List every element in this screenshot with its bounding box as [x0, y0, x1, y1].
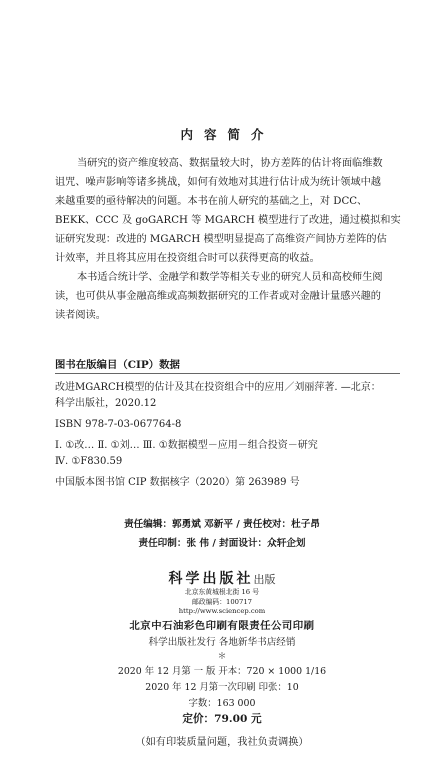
cip-block: [55, 380, 400, 491]
summary-line: 诅咒、噪声影响等诸多挑战，如何有效地对其进行估计成为统计领域中越: [55, 177, 381, 188]
cip-line: Ⅰ. ①改… Ⅱ. ①刘… Ⅲ. ①数据模型－应用－组合投资－研究: [55, 440, 318, 451]
summary-title: 内容简介: [180, 127, 275, 142]
edition-line-2: 2020 年 12 月第一次印刷 印张：10: [145, 682, 299, 693]
summary-line: 来越重要的亟待解决的问题。本书在前人研究的基础之上，对 DCC、: [55, 196, 368, 207]
summary-line: 当研究的资产维度较高、数据量较大时，协方差阵的估计将面临维数: [77, 158, 383, 169]
credits-line-1: 责任编辑：郭勇斌 邓新平 / 责任校对：杜子昂: [124, 519, 320, 530]
publisher-address: 北京东黄城根北街 16 号: [184, 588, 260, 596]
summary-line: 读，也可供从事金融高维或高频数据研究的工作者或对金融计量感兴趣的: [55, 291, 381, 302]
publisher-heading: [0, 568, 444, 588]
summary-line: 计效率，并且将其应用在投资组合时可以获得更高的收益。: [55, 253, 320, 264]
edition-line-1: 2020 年 12 月第 一 版 开本：720 × 1000 1/16: [117, 666, 327, 677]
summary-paragraph-2: [55, 268, 400, 325]
summary-paragraph-1: [55, 154, 400, 268]
cip-line: Ⅳ. ①F830.59: [55, 456, 123, 467]
quality-note: （如有印装质量问题，我社负责调换）: [135, 737, 309, 748]
distribution-line: 科学出版社发行 各地新华书店经销: [148, 637, 296, 648]
summary-line: BEKK、CCC 及 goGARCH 等 MGARCH 模型进行了改进，通过模拟和实: [55, 215, 401, 226]
cip-line: 改进MGARCH模型的估计及其在投资组合中的应用／刘丽萍著. —北京：: [55, 382, 381, 393]
credits-line-2: 责任印制：张 伟 / 封面设计：众轩企划: [138, 538, 306, 549]
cip-catalog-number: 中国版本图书馆 CIP 数据核字（2020）第 263989 号: [55, 477, 300, 488]
cip-divider: [55, 373, 400, 374]
publisher-postcode: 邮政编码：100717: [192, 598, 252, 606]
cip-header: 图书在版编目（CIP）数据: [55, 359, 180, 371]
cip-line: 科学出版社，2020.12: [55, 398, 157, 409]
publisher-name: 科学出版社: [168, 571, 254, 587]
summary-line: 证研究发现：改进的 MGARCH 模型明显提高了高维资产间协方差阵的估: [55, 234, 387, 245]
summary-line: 本书适合统计学、金融学和数学等相关专业的研究人员和高校师生阅: [77, 272, 383, 283]
publisher-url: http://www.sciencep.com: [178, 607, 266, 615]
word-count: 字数：163 000: [188, 698, 256, 709]
summary-line: 读者阅读。: [55, 310, 106, 321]
price: 定价：79.00 元: [182, 713, 262, 725]
printer-name: 北京中石油彩色印刷有限责任公司印刷: [129, 620, 315, 632]
publisher-name-suffix: 出版: [253, 573, 276, 586]
cip-isbn: ISBN 978-7-03-067764-8: [55, 419, 182, 430]
separator-star: ＊: [217, 652, 227, 662]
